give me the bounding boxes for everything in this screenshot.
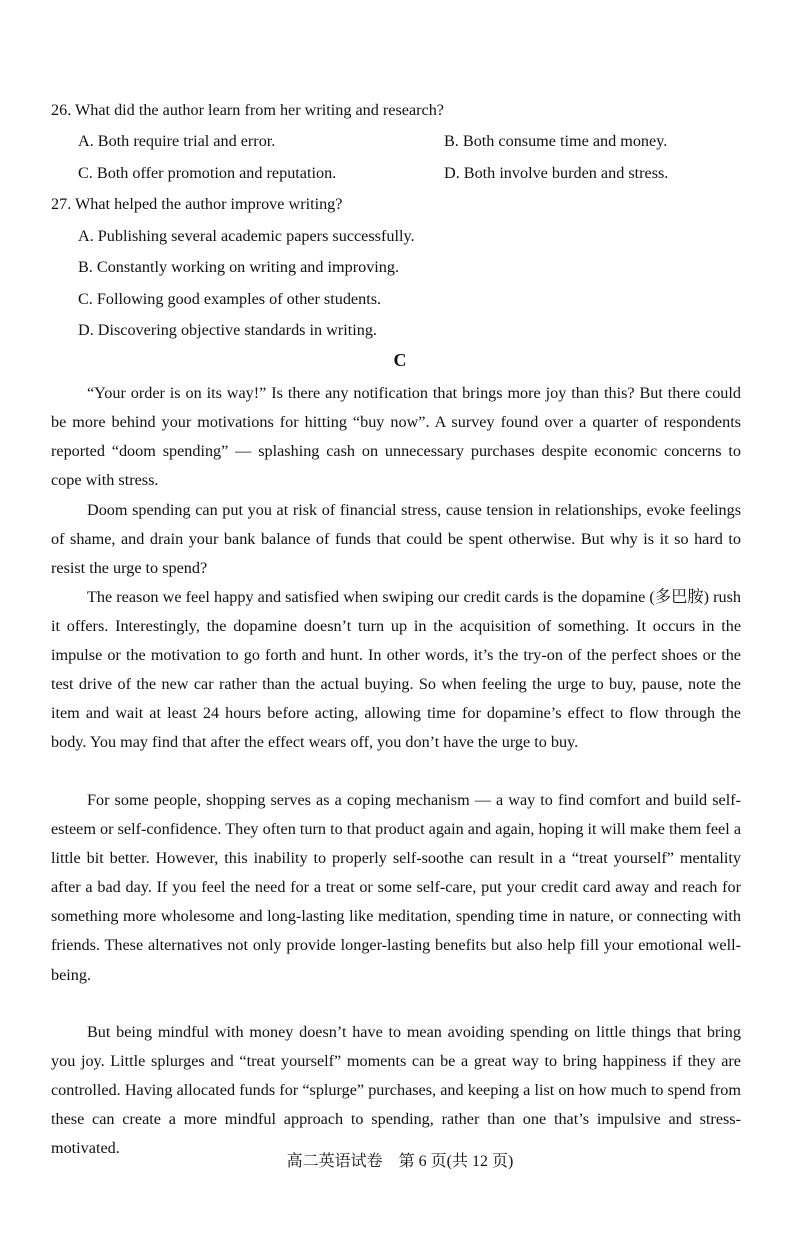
question-27-option-d: D. Discovering objective standards in writing. xyxy=(78,321,377,339)
section-letter: C xyxy=(393,350,407,370)
question-27-stem: 27. What helped the author improve writing? xyxy=(51,195,343,213)
passage-paragraph-4: For some people, shopping serves as a coping mechanism — a way to find comfort and build self-esteem or self-confidence. They often turn to that product again and again, hoping it will make them feel a little bit better. However, this inability to properly self-soothe can result in a “treat yourself” mentality after a bad day. If you feel the need for a treat or some self-care, put your credit card away and reach for something more wholesome and long-lasting like meditation, spending time in nature, or connecting with friends. These alternatives not only provide longer-lasting benefits but also help fill your emotional well-being. xyxy=(51,791,741,984)
passage-paragraph-5: But being mindful with money doesn’t have to mean avoiding spending on little things that bring you joy. Little splurges and “treat yourself” moments can be a great way to bring happiness if they are controlled. Having allocated funds for “splurge” purchases, and keeping a list on how much to spend from these can create a more mindful approach to spending, rather than one that’s impulsive and stress-motivated. xyxy=(51,1023,741,1158)
question-26-option-a: A. Both require trial and error. xyxy=(78,132,276,150)
question-27-option-c: C. Following good examples of other students. xyxy=(78,290,382,308)
question-27-option-b: B. Constantly working on writing and improving. xyxy=(78,258,400,276)
question-26-option-b: B. Both consume time and money. xyxy=(444,132,668,150)
passage-paragraph-3: The reason we feel happy and satisfied when swiping our credit cards is the dopamine (多巴胺) rush it offers. Interestingly, the dopamine doesn’t turn up in the acquisition of something. It occurs in the impulse or the motivation to go forth and hunt. In other words, it’s the try-on of the perfect shoes or the test drive of the new car rather than the actual buying. So when feeling the urge to buy, pause, note the item and wait at least 24 hours before acting, allowing time for dopamine’s effect to flow through the body. You may find that after the effect wears off, you don’t have the urge to buy. xyxy=(51,588,741,752)
question-26-option-c: C. Both offer promotion and reputation. xyxy=(78,164,337,182)
passage-paragraph-1: “Your order is on its way!” Is there any notification that brings more joy than this? But there could be more behind your motivations for hitting “buy now”. A survey found over a quarter of respondents reported “doom spending” — splashing cash on unnecessary purchases despite economic concerns to cope with stress. xyxy=(51,384,741,490)
question-27-option-a: A. Publishing several academic papers successfully. xyxy=(78,227,415,245)
question-26-option-d: D. Both involve burden and stress. xyxy=(444,164,669,182)
question-26-stem: 26. What did the author learn from her writing and research? xyxy=(51,101,444,119)
passage-paragraph-2: Doom spending can put you at risk of financial stress, cause tension in relationships, evoke feelings of shame, and drain your bank balance of funds that could be spent otherwise. But why is it so hard to resist the urge to spend? xyxy=(51,501,741,578)
page-footer: 高二英语试卷 第 6 页(共 12 页) xyxy=(286,1153,514,1170)
